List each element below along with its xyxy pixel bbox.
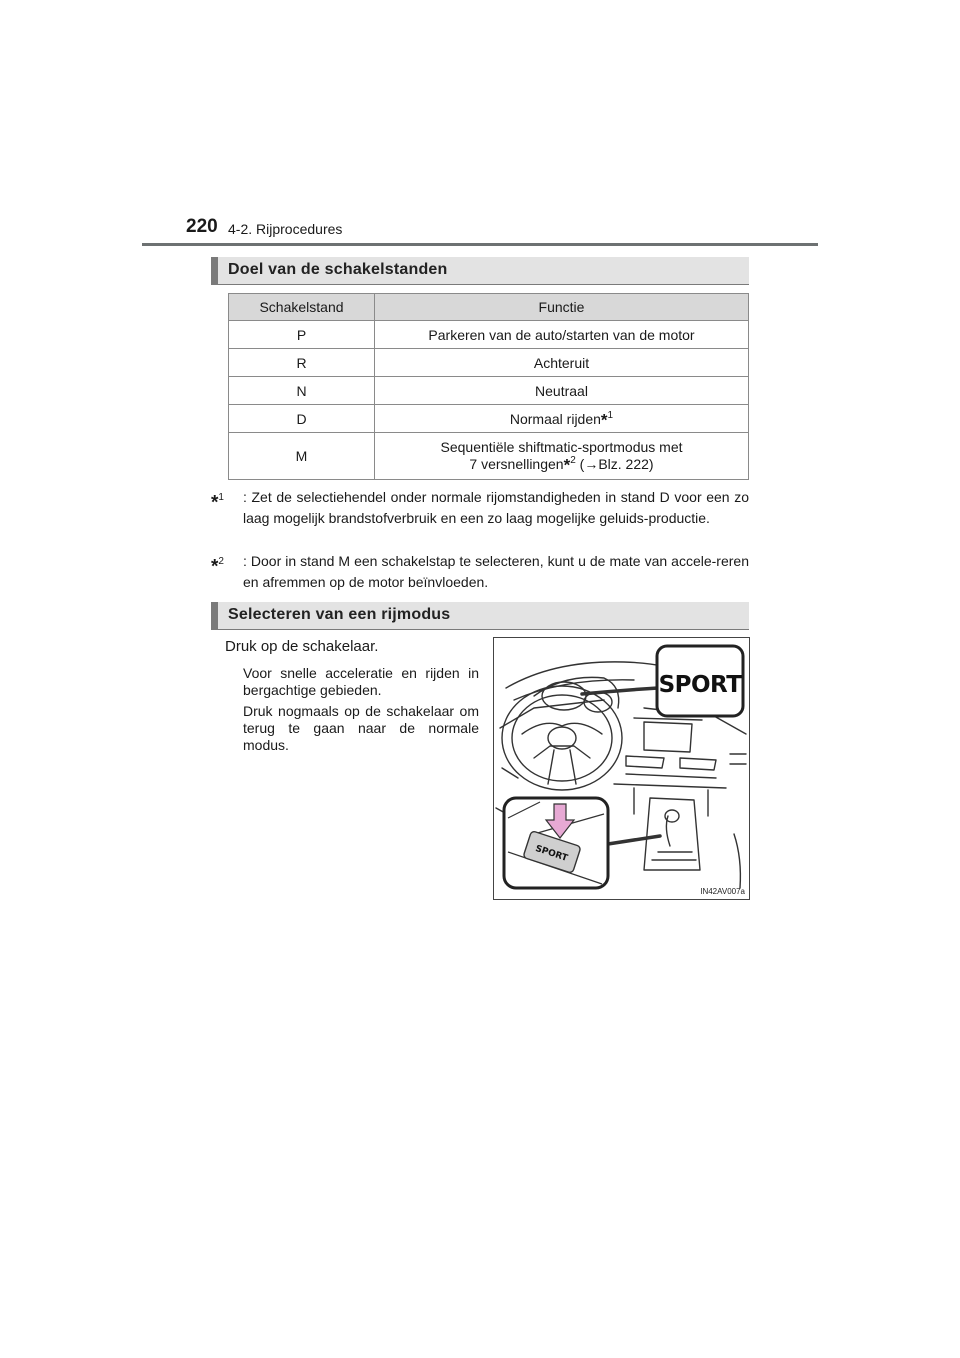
page-number: 220 bbox=[186, 216, 218, 237]
table-cell-function bbox=[375, 433, 749, 480]
section-heading-drive-mode bbox=[211, 602, 749, 630]
table-cell-function: Neutraal bbox=[375, 377, 749, 405]
footnote-marker: *$^1$ bbox=[211, 492, 224, 514]
instruction-text: Druk op de schakelaar. bbox=[225, 638, 379, 655]
table-row bbox=[229, 321, 749, 349]
footnote-2 bbox=[211, 551, 749, 593]
footnote-text: : Zet de selectiehendel onder normale rijomstandigheden in stand D voor een zo laag mogelijk brandstofverbruik en een zo laag mogelijke geluids-productie. bbox=[243, 489, 749, 526]
function-text-line1: Sequentiële shiftmatic-sportmodus met bbox=[440, 439, 683, 455]
footnote-number: 2 bbox=[570, 455, 576, 466]
section-heading-text: Selecteren van een rijmodus bbox=[228, 606, 451, 623]
footnote-star: * bbox=[600, 410, 608, 430]
shift-positions-table bbox=[228, 293, 749, 480]
section-heading-text: Doel van de schakelstanden bbox=[228, 261, 448, 278]
page-reference-link[interactable]: (→Blz. 222) bbox=[575, 456, 654, 472]
table-cell-function: Parkeren van de auto/starten van de motor bbox=[375, 321, 749, 349]
illustration-code: IN42AV007a bbox=[700, 887, 745, 896]
table-cell-function: Achteruit bbox=[375, 349, 749, 377]
footnote-star: * bbox=[563, 455, 571, 475]
sport-switch-illustration bbox=[493, 637, 750, 900]
table-row bbox=[229, 405, 749, 433]
table-cell-position: M bbox=[229, 433, 375, 480]
table-cell-position: R bbox=[229, 349, 375, 377]
function-text: Normaal rijden bbox=[509, 410, 601, 427]
section-label: 4-2. Rijprocedures bbox=[228, 221, 343, 237]
sport-switch-label: SPORT bbox=[533, 843, 569, 864]
function-text-line2: 7 versnellingen bbox=[469, 456, 564, 472]
section-heading-shift-positions bbox=[211, 257, 749, 285]
table-cell-position: D bbox=[229, 405, 375, 433]
footnote-text: : Door in stand M een schakelstap te selecteren, kunt u de mate van accele-reren en afremmen op de motor beïnvloeden. bbox=[243, 553, 749, 590]
footnote-marker: *$^2$ bbox=[211, 556, 224, 578]
table-header-function: Functie bbox=[375, 294, 749, 321]
table-cell-function bbox=[375, 405, 749, 433]
body-paragraph: Voor snelle acceleratie en rijden in bergachtige gebieden. bbox=[243, 665, 479, 698]
table-row bbox=[229, 433, 749, 480]
table-row bbox=[229, 349, 749, 377]
footnote-1 bbox=[211, 487, 749, 529]
callout-label: SPORT bbox=[658, 672, 742, 698]
footnote-number: 1 bbox=[607, 409, 614, 421]
table-cell-position: N bbox=[229, 377, 375, 405]
table-row bbox=[229, 377, 749, 405]
body-paragraph: Druk nogmaals op de schakelaar om terug te gaan naar de normale modus. bbox=[243, 703, 479, 753]
table-header-row bbox=[229, 294, 749, 321]
header-rule bbox=[142, 243, 818, 246]
table-header-position: Schakelstand bbox=[229, 294, 375, 321]
table-cell-position: P bbox=[229, 321, 375, 349]
dashboard-drawing bbox=[494, 638, 749, 899]
